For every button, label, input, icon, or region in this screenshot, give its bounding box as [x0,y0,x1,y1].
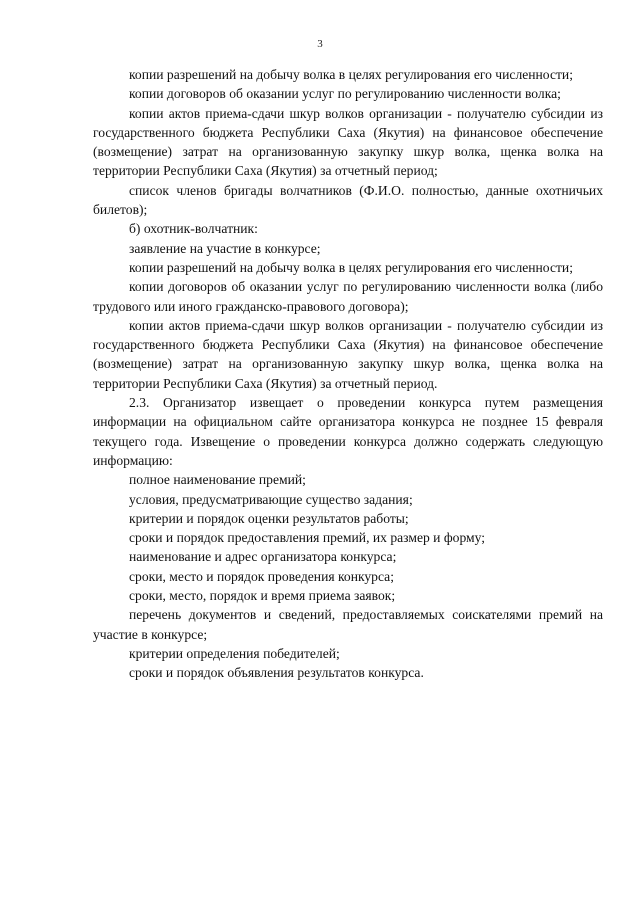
document-body [93,65,603,683]
paragraph: копии разрешений на добычу волка в целях регулирования его численности; [129,259,573,275]
paragraph: копии разрешений на добычу волка в целях регулирования его численности; [129,67,573,82]
paragraph: критерии определения победителей; [129,645,340,661]
paragraph: список членов бригады волчатников (Ф.И.О. полностью, данные охотничьих билетов); [93,182,603,218]
paragraph: копии договоров об оказании услуг по регулированию численности волка (либо трудового или иного гражданско-правового договора); [93,279,603,314]
paragraph: полное наименование премий; [129,472,306,488]
paragraph: сроки и порядок объявления результатов конкурса. [129,665,424,681]
paragraph: копии актов приема-сдачи шкур волков организации - получателю субсидии из государственного бюджета Республики Саха (Якутия) на финансовое обеспечение (возмещение) затрат на организованную закупку шкур волка, щенка волка на территории Республики Саха (Якутия) за отчетный период. [93,317,603,391]
paragraph: сроки, место, порядок и время приема заявок; [129,588,396,604]
paragraph: копии договоров об оказании услуг по регулированию численности волка; [129,86,561,102]
page-number: 3 [317,38,323,50]
paragraph: условия, предусматривающие существо задания; [129,491,413,507]
paragraph: 2.3. Организатор извещает о проведении конкурса путем размещения информации на официальном сайте организатора конкурса не позднее 15 февраля текущего года. Извещение о проведении конкурса должно содержать следующую информацию: [93,395,603,468]
paragraph: критерии и порядок оценки результатов работы; [129,510,409,526]
paragraph: сроки и порядок предоставления премий, их размер и форму; [129,530,486,546]
paragraph: заявление на участие в конкурсе; [129,240,321,256]
paragraph: перечень документов и сведений, предоставляемых соискателями премий на участие в конкурсе; [93,607,603,642]
paragraph: наименование и адрес организатора конкурса; [129,549,397,565]
paragraph: б) охотник-волчатник: [129,221,258,237]
paragraph: копии актов приема-сдачи шкур волков организации - получателю субсидии из государственного бюджета Республики Саха (Якутия) на финансовое обеспечение (возмещение) затрат на организованную закупку шкур волка, щенка волка на территории Республики Саха (Якутия) за отчетный период; [93,105,603,179]
paragraph: сроки, место и порядок проведения конкурса; [129,568,394,584]
